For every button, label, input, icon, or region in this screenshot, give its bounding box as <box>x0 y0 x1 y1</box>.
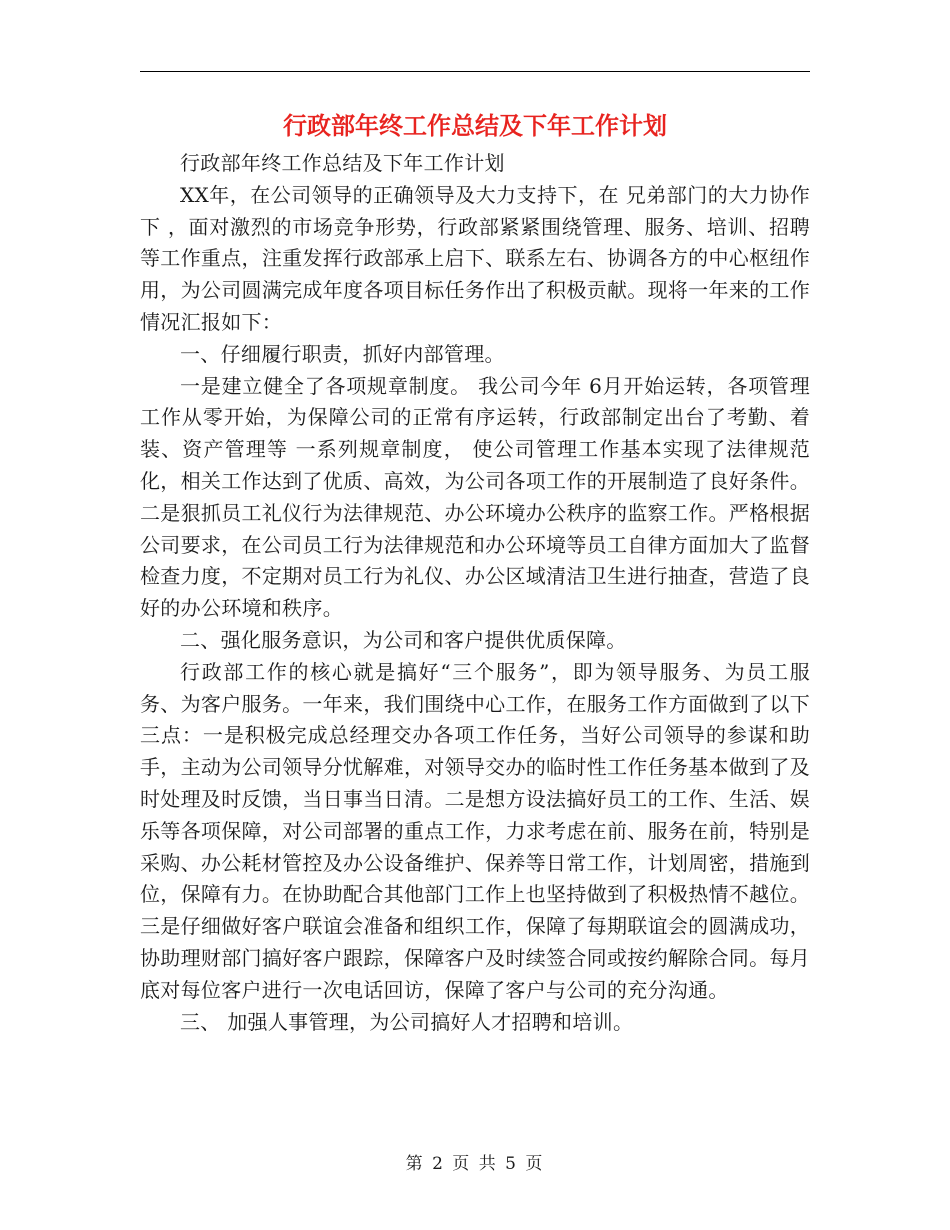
section-heading-1: 一、仔细履行职责，抓好内部管理。 <box>180 341 505 366</box>
document-body <box>140 148 810 1038</box>
document-title: 行政部年终工作总结及下年工作计划 <box>283 112 667 140</box>
section-heading-2: 二、强化服务意识，为公司和客户提供优质保障。 <box>180 627 627 652</box>
page-number-footer: 第 2 页 共 5 页 <box>405 1154 545 1174</box>
paragraph-intro: XX年，在公司领导的正确领导及大力支持下，在 兄弟部门的大力协作下 ，面对激烈的市场竞争形势，行政部紧紧围绕管理、服务、培训、招聘等工作重点，注重发挥行政部承上启下、联系左右、协调各方的中心枢纽作用，为公司圆满完成年度各项目标任务作出了积极贡献。现将一年来的工作情况汇报如下： <box>140 182 810 334</box>
paragraph-section-2: 行政部工作的核心就是搞好“三个服务”，即为领导服务、为员工服务、为客户服务。一年来，我们围绕中心工作，在服务工作方面做到了以下三点：一是积极完成总经理交办各项工作任务，当好公司领导的参谋和助手，主动为公司领导分忧解难，对领导交办的临时性工作任务基本做到了及时处理及时反馈，当日事当日清。二是想方设法搞好员工的工作、生活、娱乐等各项保障，对公司部署的重点工作，力求考虑在前、服务在前，特别是采购、办公耗材管控及办公设备维护、保养等日常工作，计划周密，措施到位，保障有力。在协助配合其他部门工作上也坚持做到了积极热情不越位。三是仔细做好客户联谊会准备和组织工作，保障了每期联谊会的圆满成功，协助理财部门搞好客户跟踪，保障客户及时续签合同或按约解除合同。每月底对每位客户进行一次电话回访，保障了客户与公司的充分沟通。 <box>140 659 810 1002</box>
section-heading-3: 三、 加强人事管理，为公司搞好人才招聘和培训。 <box>180 1009 634 1034</box>
header-rule <box>140 71 810 72</box>
paragraph-section-1: 一是建立健全了各项规章制度。 我公司今年 6月开始运转，各项管理工作从零开始，为保障公司的正常有序运转，行政部制定出台了考勤、着装、资产管理等 一系列规章制度， 使公司管理工作基本实现了法律规范化，相关工作达到了优质、高效，为公司各项工作的开展制造了良好条件。二是狠抓员工礼仪行为法律规范、办公环境办公秩序的监察工作。严格根据公司要求，在公司员工行为法律规范和办公环境等员工自律方面加大了监督检查力度，不定期对员工行为礼仪、办公区域清洁卫生进行抽查，营造了良好的办公环境和秩序。 <box>140 373 810 621</box>
paragraph-subtitle: 行政部年终工作总结及下年工作计划 <box>180 151 505 175</box>
